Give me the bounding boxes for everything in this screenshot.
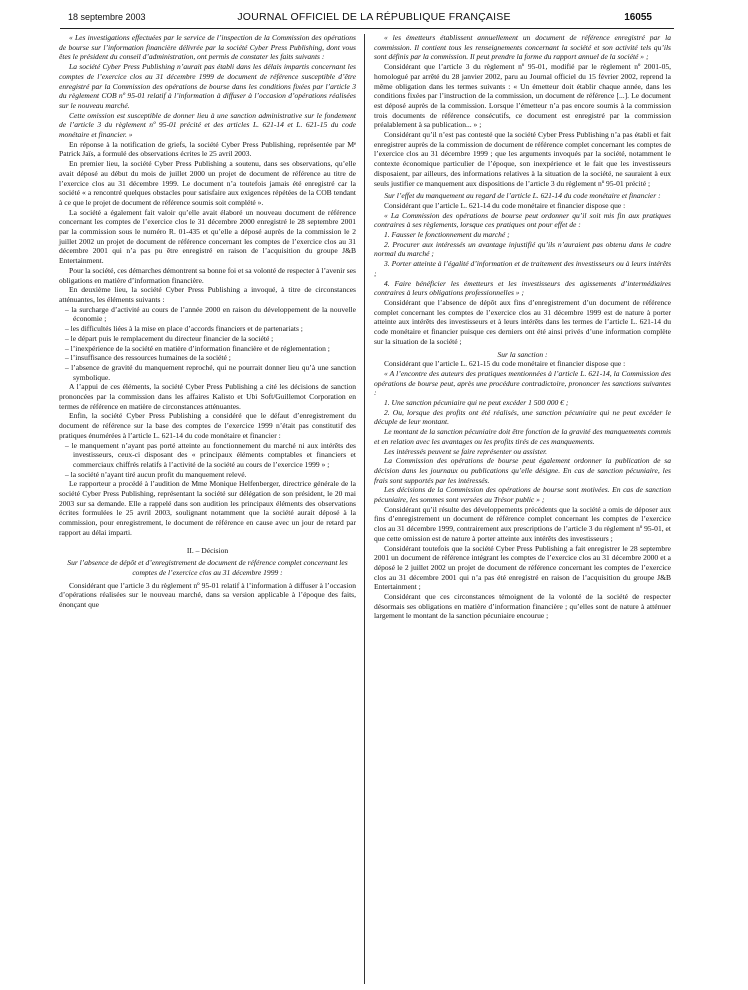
header-rule — [60, 28, 674, 29]
paragraph: Considérant qu’il n’est pas contesté que la société Cyber Press Publishing n’a pas établi et fait enregistrer auprès de la commission de document de référence complet concernant les comptes de l’exercice clos au 31 décembre 1999 ; que les arguments invoqués par la société, notamment le contexte économique particulier de l’époque, son inexpérience et le fait que les investisseurs disposaient, par ailleurs, des informations relatives à la situation de la société, ne sauraient à eux seuls justifier ce manquement aux dispositions de l’article 3 du règlement nº 95-01 précité ; — [374, 130, 671, 188]
paragraph: Considérant toutefois que la société Cyber Press Publishing a fait enregistrer le 28 septembre 2001 un document de référence intégrant les comptes de l’exercice clos au 31 décembre 2000 et a déposé le 2 juillet 2002 un projet de document de référence concernant les comptes de l’exercice clos au 31 décembre 2001 qui n’a pas été enregistré en raison de l’acquisition du groupe J&B Entertainment ; — [374, 543, 671, 592]
paragraph: Le rapporteur a procédé à l’audition de Mme Monique Helfenberger, directrice générale de la société Cyber Press Publishing, représentant la société sur délégation de son président, le 20 mai 2003 sur sa demande. Elle a rappelé dans son audition les principaux éléments des observations écrites formulées le 25 avril 2003, soulignant notamment que la société aurait déposé à la commission, pour enregistrement, le document de référence en cause avec un jour de retard par rapport au délai imparti. — [59, 479, 356, 537]
quote-item: 3. Porter atteinte à l’égalité d’information et de traitement des investisseurs ou à leurs intérêts ; — [374, 259, 671, 278]
paragraph: La société Cyber Press Publishing n’aurait pas établi dans les délais impartis concernant les comptes de l’exercice clos au 31 décembre 1999 de document de référence susceptible d’être enregistré par la Commission des opérations de bourse dans les conditions fixées par l’article 3 du règlement COB nº 95-01 relatif à l’information à diffuser à l’occasion d’opérations réalisées sur le nouveau marché. — [59, 62, 356, 110]
list-item: – l’insuffisance des ressources humaines de la société ; — [65, 353, 231, 363]
article-argument-list — [59, 441, 356, 480]
column-separator — [364, 34, 365, 984]
journal-title: JOURNAL OFFICIEL DE LA RÉPUBLIQUE FRANÇAISE — [237, 11, 511, 23]
list-item: – le départ puis le remplacement du directeur financier de la société ; — [65, 333, 274, 343]
list-item: – la surcharge d’activité au cours de l’année 2000 en raison du développement de la nouvelle économie ; — [65, 304, 356, 324]
subheading: Sur l’absence de dépôt et d’enregistrement de document de référence complet concernant les comptes de l’exercice clos au 31 décembre 1999 : — [67, 558, 348, 577]
paragraph: En premier lieu, la société Cyber Press Publishing a soutenu, dans ses observations, qu’elle avait déposé au début du mois de juillet 2000 un projet de document de référence au titre de l’exercice clos au 31 décembre 1999. Le document n’a toutefois jamais été enregistré car la société « a rencontré quelques obstacles pour satisfaire aux exigences répétées de la COB tendant à ce que le projet de document de référence soumis soit complété ». — [59, 159, 356, 207]
quote-item: Les intéressés peuvent se faire représenter ou assister. — [384, 446, 548, 456]
left-column — [59, 33, 356, 610]
right-column — [374, 33, 671, 621]
page-header — [0, 6, 748, 36]
quote-item: La Commission des opérations de bourse peut également ordonner la publication de sa décision dans les journaux ou publications qu’elle désigne. En cas de sanction pécuniaire, les frais sont supportés par les intéressés. — [374, 456, 671, 485]
paragraph: Considérant que l’article L. 621-14 du code monétaire et financier dispose que : — [384, 200, 626, 210]
paragraph: La société a également fait valoir qu’elle avait élaboré un nouveau document de référence concernant les comptes de l’exercice clos le 31 décembre 2000 enregistré le 28 septembre 2001 par la commission sous le numéro R. 01-435 et qu’elle a déposé auprès de la commission le 2 juillet 2002 un projet de document de référence concernant les comptes de l’exercice clos au 31 décembre 2001 qui n’a pas pu être enregistré en raison de l’acquisition du groupe J&B Entertainment. — [59, 207, 356, 266]
list-item: – la société n’ayant tiré aucun profit du manquement relevé. — [65, 469, 247, 479]
attenuating-circumstances-list — [59, 305, 356, 383]
quote-item: 1. Une sanction pécuniaire qui ne peut excéder 1 500 000 € ; — [384, 398, 569, 408]
list-item: – l’absence de gravité du manquement reproché, qui ne pourrait donner lieu qu’à une sanction symbolique. — [65, 362, 356, 382]
subheading: Sur l’effet du manquement au regard de l’article L. 621-14 du code monétaire et financier : — [384, 191, 661, 201]
header-date: 18 septembre 2003 — [68, 12, 146, 22]
quote-item: Les décisions de la Commission des opérations de bourse sont motivées. En cas de sanction pécuniaire, les sommes sont versées au Trésor public » ; — [374, 485, 671, 505]
paragraph: Considérant que l’absence de dépôt aux fins d’enregistrement d’un document de référence complet concernant les comptes de l’exercice clos au 31 décembre 1999 est de nature à porter atteinte aux intérêts des investisseurs et à leurs intérêts dans les termes de l’article L. 621-14 du code monétaire et financier puisque ces derniers ont été ainsi privés d’une information complète sur la situation de la société ; — [374, 297, 671, 346]
quote-paragraph: « A l’encontre des auteurs des pratiques mentionnées à l’article L. 621-14, la Commission des opérations de bourse peut, après une procédure contradictoire, prononcer les sanctions suivantes : — [374, 368, 671, 398]
paragraph: En deuxième lieu, la société Cyber Press Publishing a invoqué, à titre de circonstances atténuantes, les éléments suivants : — [59, 285, 356, 304]
paragraph: Cette omission est susceptible de donner lieu à une sanction administrative sur le fondement de l’article 3 du règlement nº 95-01 précité et des articles L. 621-14 et L. 621-15 du code monétaire et financier. » — [59, 110, 356, 140]
paragraph: A l’appui de ces éléments, la société Cyber Press Publishing a cité les décisions de sanction prononcées par la commission dans les affaires Kalisto et Ubi Soft/Guillemot Corporation en termes de référence en matière de circonstances atténuantes. — [59, 382, 356, 411]
list-item: – l’inexpérience de la société en matière d’information financière et de réglementation ; — [65, 343, 330, 353]
quote-item: 1. Fausser le fonctionnement du marché ; — [384, 230, 510, 240]
quote-paragraph: « La Commission des opérations de bourse peut ordonner qu’il soit mis fin aux pratiques contraires à ses règlements, lorsque ces pratiques ont pour effet de : — [374, 210, 671, 230]
paragraph: Pour la société, ces démarches démontrent sa bonne foi et sa volonté de respecter à l’avenir ses obligations en matière d’information financière. — [59, 265, 356, 285]
paragraph: En réponse à la notification de griefs, la société Cyber Press Publishing, représentée par Mᵉ Patrick Jaïs, a formulé des observations écrites le 25 avril 2003. — [59, 139, 356, 159]
quote-item: 4. Faire bénéficier les émetteurs et les investisseurs des agissements d’intermédiaires contraires à leurs obligations professionnelles » ; — [374, 278, 671, 298]
section-heading: II. – Décision — [186, 545, 229, 555]
paragraph: « Les investigations effectuées par le service de l’inspection de la Commission des opérations de bourse sur l’information financière délivrée par la société Cyber Press Publishing, dont vous êtes le président du conseil d’administration, ont permis de constater les faits suivants : — [59, 33, 356, 62]
quote-paragraph: « les émetteurs établissent annuellement un document de référence enregistré par la commission. Il contient tous les renseignements concernant la société et son activité tels qu’ils sont définis par la commission. Il peut prendre la forme du rapport annuel de la société » ; — [374, 33, 671, 62]
paragraph: Enfin, la société Cyber Press Publishing a considéré que le défaut d’enregistrement du document de référence sur la base des comptes de l’exercice 1999 n’était pas constitutif des pratiques énumérées à l’article L. 621-14 du code monétaire et financier : — [59, 411, 356, 440]
list-item: – le manquement n’ayant pas porté atteinte au fonctionnement du marché ni aux intérêts des investisseurs, ceux-ci disposant des « principaux éléments comptables et financiers et commerciaux chiffrés relatifs à l’activité de la société au cours de l’exercice 1999 » ; — [65, 440, 356, 469]
paragraph: Considérant que ces circonstances témoignent de la volonté de la société de respecter désormais ses obligations en matière d’information financière ; qu’elles sont de nature à atténuer largement le montant de la sanction pécuniaire encourue ; — [374, 592, 671, 621]
paragraph: Considérant que l’article 3 du règlement nº 95-01 relatif à l’information à diffuser à l’occasion d’opérations réalisées sur le nouveau marché, dans sa version applicable à l’époque des faits, énonçant que — [59, 580, 356, 610]
paragraph: Considérant que l’article L. 621-15 du code monétaire et financier dispose que : — [384, 359, 626, 369]
quote-item: 2. Procurer aux intéressés un avantage injustifié qu’ils n’auraient pas obtenu dans le cadre normal du marché ; — [374, 239, 671, 259]
page-number: 16055 — [624, 12, 652, 23]
quote-item: 2. Ou, lorsque des profits ont été réalisés, une sanction pécuniaire qui ne peut excéder le décuple de leur montant. — [374, 407, 671, 427]
list-item: – les difficultés liées à la mise en place d’accords financiers et de partenariats ; — [65, 324, 303, 334]
paragraph: Considérant que l’article 3 du règlement nº 95-01, modifié par le règlement nº 2001-05, homologué par arrêté du 28 janvier 2002, paru au Journal officiel du 15 février 2002, reprend la même obligation dans les termes suivants : « Un émetteur doit établir chaque année, dans les conditions fixées par l’instruction de la commission, un document de référence [...]. Le document est déposé auprès de la commission. Lorsque l’émetteur n’a pas encore soumis à la commission trois documents de référence consécutifs, ce document est enregistré par la commission préalablement à sa publication... » ; — [374, 62, 671, 130]
paragraph: Considérant qu’il résulte des développements précédents que la société a omis de déposer aux fins d’enregistrement un document de référence complet concernant les comptes de l’exercice clos au 31 décembre 1999, contrairement aux prescriptions de l’article 3 du règlement nº 95-01, et que cette omission est de nature à porter atteinte aux intérêts des investisseurs ; — [374, 504, 671, 543]
quote-item: Le montant de la sanction pécuniaire doit être fonction de la gravité des manquements commis et en relation avec les avantages ou les profits tirés de ces manquements. — [374, 427, 671, 446]
subheading: Sur la sanction : — [497, 349, 548, 359]
